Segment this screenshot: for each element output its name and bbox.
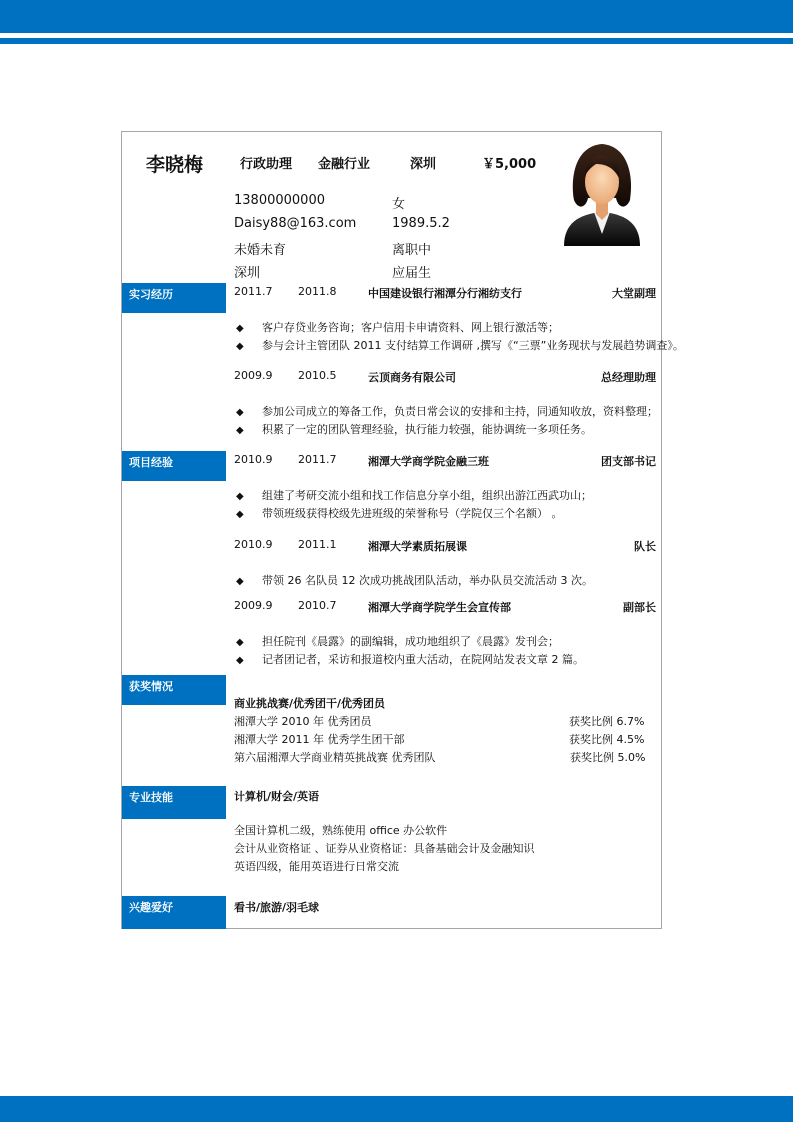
organization: 湘潭大学素质拓展课 [368, 540, 467, 553]
end-date: 2011.1 [298, 538, 337, 551]
award-item: 第六届湘潭大学商业精英挑战赛 优秀团队 [234, 751, 436, 764]
list-item: ◆ 带领 26 名队员 12 次成功挑战团队活动，举办队员交流活动 3 次。 [236, 574, 593, 587]
hobbies-title: 看书/旅游/羽毛球 [234, 901, 320, 914]
target-city: 深圳 [410, 157, 437, 172]
award-item: 湘潭大学 2011 年 优秀学生团干部 [234, 733, 405, 746]
list-item: ◆ 参与会计主管团队 2011 支付结算工作调研 ,撰写《“三票”业务现状与发展趋势调查》。 [236, 339, 684, 352]
skill-item: 全国计算机二级，熟练使用 office 办公软件 [234, 824, 448, 837]
top-stripe [0, 38, 793, 44]
skills-title: 计算机/财会/英语 [234, 790, 320, 803]
section-projects: 项目经验 [122, 451, 226, 481]
start-date: 2009.9 [234, 369, 273, 382]
target-industry: 金融行业 [318, 157, 371, 172]
diamond-bullet-icon: ◆ [236, 509, 244, 520]
role: 大堂副理 [612, 287, 656, 300]
experience-row [234, 453, 656, 469]
diamond-bullet-icon: ◆ [236, 341, 244, 352]
diamond-bullet-icon: ◆ [236, 655, 244, 666]
section-skills: 专业技能 [122, 786, 226, 819]
start-date: 2010.9 [234, 453, 273, 466]
list-item: ◆ 组建了考研交流小组和找工作信息分享小组，组织出游江西武功山； [236, 489, 592, 502]
list-item: ◆ 带领班级获得校级先进班级的荣誉称号（学院仅三个名额） 。 [236, 507, 563, 520]
awards-title: 商业挑战赛/优秀团干/优秀团员 [234, 697, 386, 710]
diamond-bullet-icon: ◆ [236, 323, 244, 334]
marital-status: 未婚未育 [234, 243, 287, 258]
experience-row [234, 599, 656, 615]
list-item: ◆ 担任院刊《晨露》的副编辑，成功地组织了《晨露》发刊会； [236, 635, 559, 648]
list-item: ◆ 记者团记者，采访和报道校内重大活动，在院网站发表文章 2 篇。 [236, 653, 584, 666]
end-date: 2011.8 [298, 285, 337, 298]
award-ratio: 获奖比例 4.5% [569, 733, 645, 746]
section-hobbies: 兴趣爱好 [122, 896, 226, 929]
diamond-bullet-icon: ◆ [236, 425, 244, 436]
phone-number: 13800000000 [234, 193, 325, 208]
job-status: 离职中 [392, 243, 432, 258]
location: 深圳 [234, 266, 261, 281]
diamond-bullet-icon: ◆ [236, 576, 244, 587]
diamond-bullet-icon: ◆ [236, 491, 244, 502]
diamond-bullet-icon: ◆ [236, 407, 244, 418]
award-item: 湘潭大学 2010 年 优秀团员 [234, 715, 372, 728]
start-date: 2011.7 [234, 285, 273, 298]
experience-row [234, 285, 656, 301]
award-ratio: 获奖比例 5.0% [570, 751, 646, 764]
start-date: 2010.9 [234, 538, 273, 551]
end-date: 2010.7 [298, 599, 337, 612]
end-date: 2010.5 [298, 369, 337, 382]
section-internship: 实习经历 [122, 283, 226, 313]
role: 副部长 [623, 601, 656, 614]
role: 总经理助理 [601, 371, 656, 384]
list-item: ◆ 客户存贷业务咨询；客户信用卡申请资料、网上银行激活等； [236, 321, 559, 334]
award-ratio: 获奖比例 6.7% [569, 715, 645, 728]
list-item: ◆ 参加公司成立的筹备工作，负责日常会议的安排和主持，同通知收放，资料整理； [236, 405, 658, 418]
target-salary: ￥5,000 [482, 157, 537, 172]
end-date: 2011.7 [298, 453, 337, 466]
section-awards: 获奖情况 [122, 675, 226, 705]
target-position: 行政助理 [240, 157, 293, 172]
candidate-name: 李晓梅 [146, 154, 204, 176]
email-address: Daisy88@163.com [234, 216, 357, 231]
role: 队长 [634, 540, 656, 553]
birth-date: 1989.5.2 [392, 216, 450, 231]
organization: 中国建设银行湘潭分行湘纺支行 [368, 287, 522, 300]
skill-item: 会计从业资格证 、证券从业资格证：具备基础会计及金融知识 [234, 842, 535, 855]
list-item: ◆ 积累了一定的团队管理经验，执行能力较强，能协调统一多项任务。 [236, 423, 592, 436]
role: 团支部书记 [601, 455, 656, 468]
experience-row [234, 369, 656, 385]
organization: 湘潭大学商学院金融三班 [368, 455, 489, 468]
bottom-banner [0, 1096, 793, 1122]
diamond-bullet-icon: ◆ [236, 637, 244, 648]
skill-item: 英语四级，能用英语进行日常交流 [234, 860, 399, 873]
gender: 女 [392, 197, 406, 212]
top-banner [0, 0, 793, 33]
organization: 云顶商务有限公司 [368, 371, 456, 384]
experience-row [234, 538, 656, 554]
female-avatar-icon [560, 138, 644, 250]
identity: 应届生 [392, 266, 432, 281]
start-date: 2009.9 [234, 599, 273, 612]
organization: 湘潭大学商学院学生会宣传部 [368, 601, 511, 614]
